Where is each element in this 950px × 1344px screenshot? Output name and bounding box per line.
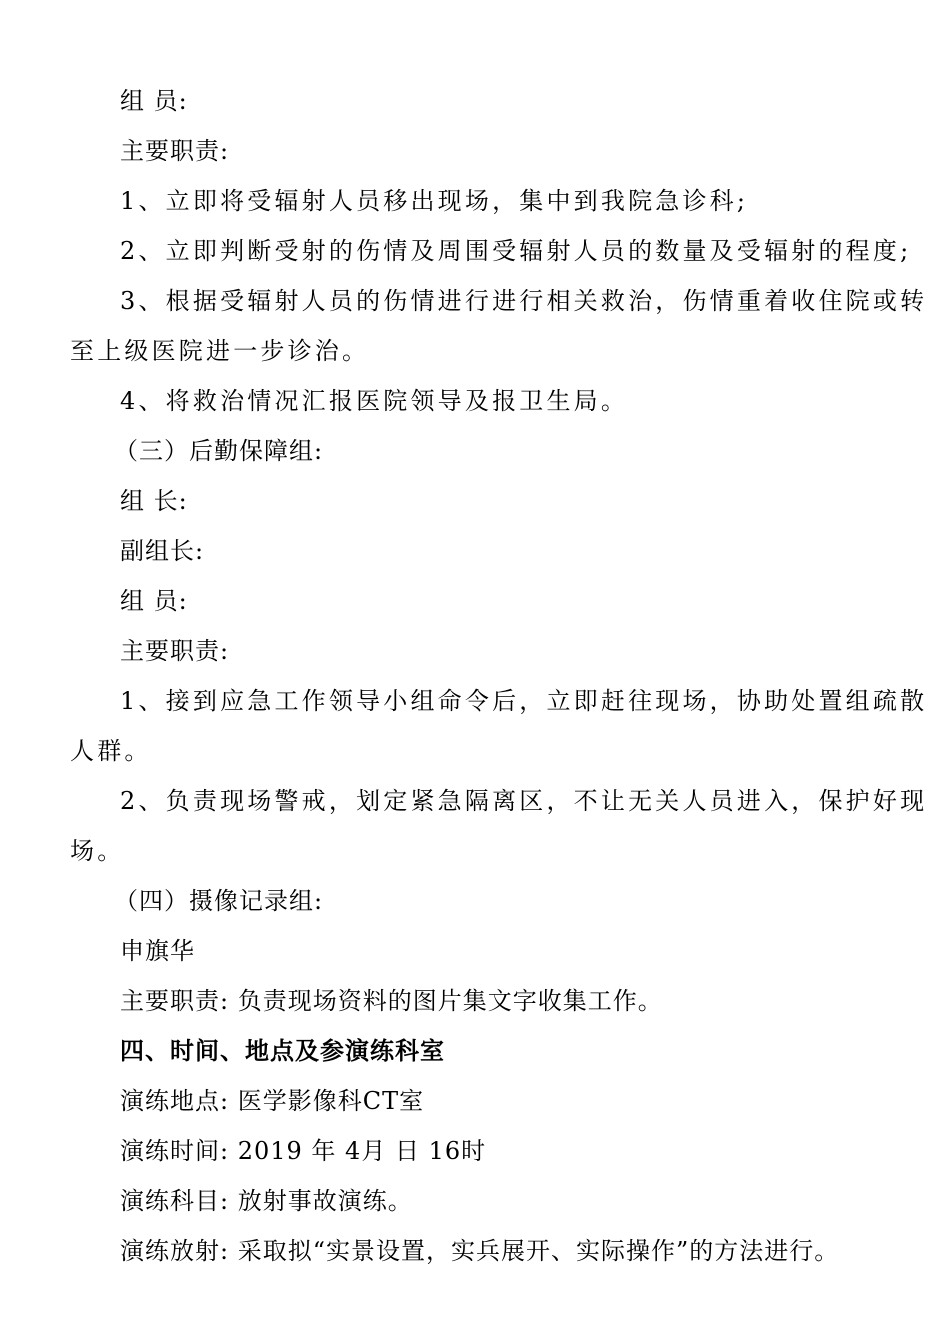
drill-subject: 演练科目: 放射事故演练。 <box>120 1187 413 1215</box>
section-four-heading: 四、时间、地点及参演练科室 <box>120 1037 445 1065</box>
section-recording-heading: （四）摄像记录组: <box>114 887 324 915</box>
logistics-duty-1-continued: 人群。 <box>70 737 152 765</box>
duty-item-4: 4、将救治情况汇报医院领导及报卫生局。 <box>120 387 629 415</box>
duty-item-3: 3、根据受辐射人员的伤情进行进行相关救治，伤情重着收住院或转 <box>120 287 928 315</box>
drill-method: 演练放射: 采取拟“实景设置，实兵展开、实际操作”的方法进行。 <box>120 1237 840 1265</box>
duties-heading-2: 主要职责: <box>120 637 230 665</box>
recording-member-name: 申旗华 <box>120 937 195 965</box>
duties-heading-1: 主要职责: <box>120 137 230 165</box>
deputy-leader-label: 副组长: <box>120 537 205 565</box>
duty-item-3-continued: 至上级医院进一步诊治。 <box>70 337 370 365</box>
leader-label: 组 长: <box>120 487 188 515</box>
member-label-1: 组 员: <box>120 87 188 115</box>
logistics-duty-1: 1、接到应急工作领导小组命令后，立即赶往现场，协助处置组疏散 <box>120 687 928 715</box>
logistics-duty-2-continued: 场。 <box>70 837 125 865</box>
drill-location: 演练地点: 医学影像科CT室 <box>120 1087 425 1115</box>
member-label-2: 组 员: <box>120 587 188 615</box>
recording-duties: 主要职责: 负责现场资料的图片集文字收集工作。 <box>120 987 663 1015</box>
section-logistics-heading: （三）后勤保障组: <box>114 437 324 465</box>
drill-time: 演练时间: 2019 年 4月 日 16时 <box>120 1137 487 1165</box>
duty-item-1: 1、立即将受辐射人员移出现场，集中到我院急诊科; <box>120 187 749 215</box>
logistics-duty-2: 2、负责现场警戒，划定紧急隔离区，不让无关人员进入，保护好现 <box>120 787 928 815</box>
duty-item-2: 2、立即判断受射的伤情及周围受辐射人员的数量及受辐射的程度; <box>120 237 912 265</box>
